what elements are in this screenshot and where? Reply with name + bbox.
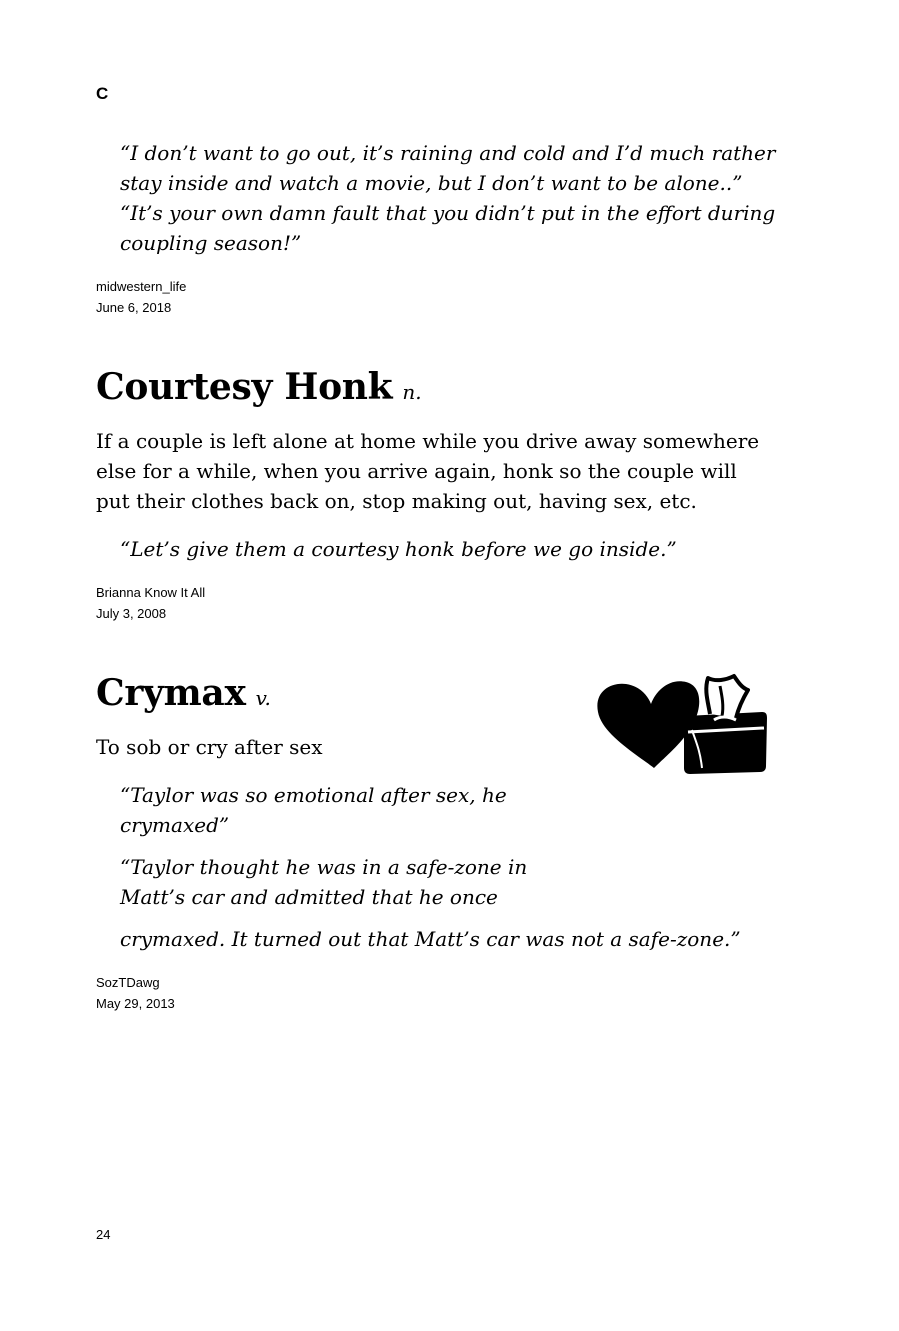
entry-date: June 6, 2018 (96, 300, 172, 315)
entry-meta (96, 582, 205, 624)
page-number: 24 (96, 1227, 111, 1242)
entry-headword (96, 366, 422, 408)
entry-author: SozTDawg (96, 975, 160, 990)
entry-date: May 29, 2013 (96, 996, 175, 1011)
usage-example-quote: crymaxed. It turned out that Matt’s car was not a safe-zone.” (120, 927, 741, 951)
heart-and-tissue-box-icon (596, 672, 768, 776)
part-of-speech: v. (255, 686, 271, 710)
entry-definition: To sob or cry after sex (96, 735, 323, 759)
entry-meta (96, 972, 175, 1014)
headword-text: Courtesy Honk (96, 366, 393, 408)
usage-example-quote: “I don’t want to go out, it’s raining and cold and I’d much rather stay inside and watch a movie, but I don’t want to be alone..” “It’s your own damn fault that you didn’t put in the effort during coupling season!” (120, 141, 776, 255)
entry-meta (96, 276, 186, 318)
headword-text: Crymax (96, 672, 246, 714)
entry-headword (96, 672, 271, 714)
entry-definition: If a couple is left alone at home while you drive away somewhere else for a while, when you arrive again, honk so the couple will put their clothes back on, stop making out, having sex, etc. (96, 429, 760, 513)
section-letter: C (96, 84, 109, 103)
part-of-speech: n. (402, 380, 422, 404)
usage-example-quote: “Taylor was so emotional after sex, he crymaxed” (120, 783, 507, 837)
heart-icon (597, 681, 699, 768)
entry-date: July 3, 2008 (96, 606, 167, 621)
entry-author: midwestern_life (96, 279, 187, 294)
entry-author: Brianna Know It All (96, 585, 206, 600)
usage-example-quote: “Taylor thought he was in a safe-zone in Matt’s car and admitted that he once (120, 855, 528, 909)
usage-example-quote: “Let’s give them a courtesy honk before we go inside.” (120, 537, 677, 561)
